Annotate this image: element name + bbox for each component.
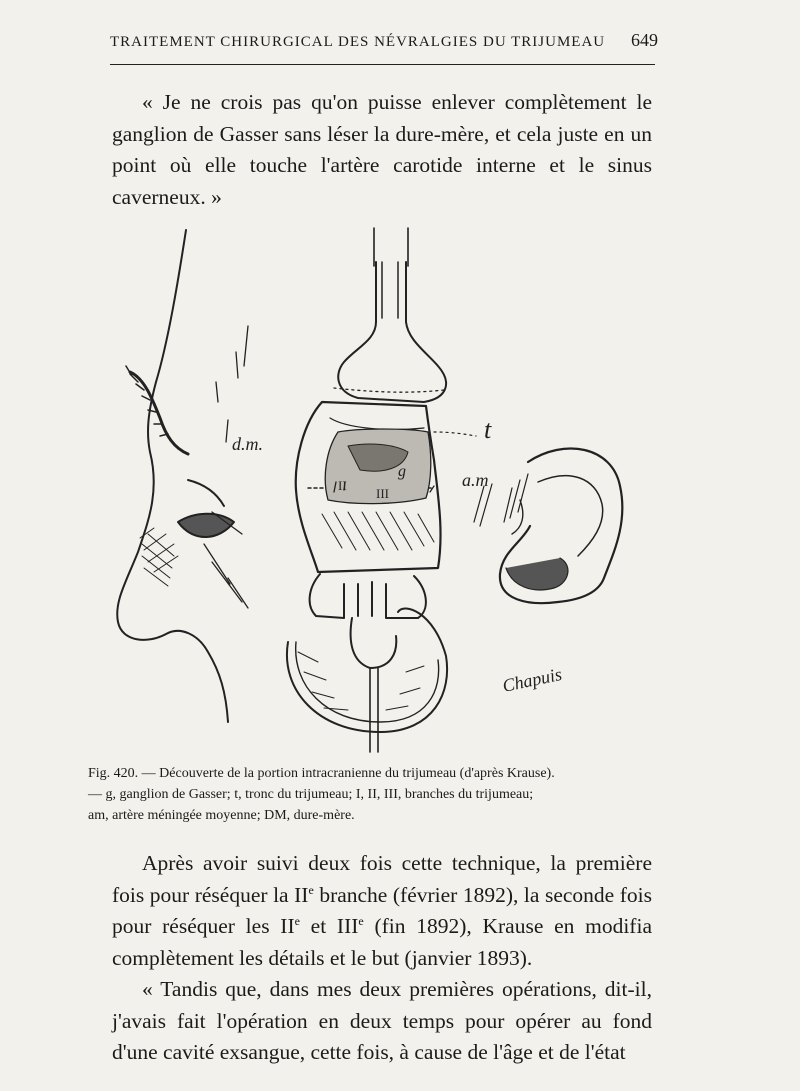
quote-paragraph: « Je ne crois pas qu'on puisse enlever complètement le ganglion de Gasser sans léser la dure-mère, et cela juste en un point où elle touche l'artère carotide interne et le sinus caverneux. » (112, 90, 652, 209)
header-rule (110, 64, 655, 65)
quote-block (112, 87, 652, 213)
label-dm: d.m. (232, 434, 263, 454)
surgical-illustration (108, 222, 668, 762)
running-head (110, 30, 658, 51)
paragraph-2: « Tandis que, dans mes deux premières opérations, dit-il, j'avais fait l'opération en deux temps pour opérer au fond d'une cavité exsangue, cette fois, à cause de l'âge et de l'état (112, 977, 652, 1064)
artist-signature: Chapuis (500, 663, 564, 696)
label-iii: III (376, 486, 389, 501)
caption-line-3: am, artère méningée moyenne; DM, dure-mère. (88, 808, 355, 823)
caption-line-2: — g, ganglion de Gasser; t, tronc du trijumeau; I, II, III, branches du trijumeau; (88, 787, 534, 802)
running-title: TRAITEMENT CHIRURGICAL DES NÉVRALGIES DU TRIJUMEAU (110, 34, 606, 50)
label-g: g (398, 463, 406, 480)
caption-line-1: Fig. 420. — Découverte de la portion intracranienne du trijumeau (d'après Krause). (88, 766, 555, 781)
label-t: t (484, 415, 492, 444)
figure-caption (88, 763, 658, 826)
page-number: 649 (631, 30, 658, 50)
label-ii: II (338, 478, 347, 493)
label-am: a.m (462, 470, 489, 490)
main-text (112, 848, 652, 1069)
paragraph-1: Après avoir suivi deux fois cette technique, la première fois pour réséquer la IIe branche (février 1892), la seconde fois pour réséquer les IIe et IIIe (fin 1892), Krause en modifia complètement les détails et le but (janvier 1893). (112, 851, 653, 970)
